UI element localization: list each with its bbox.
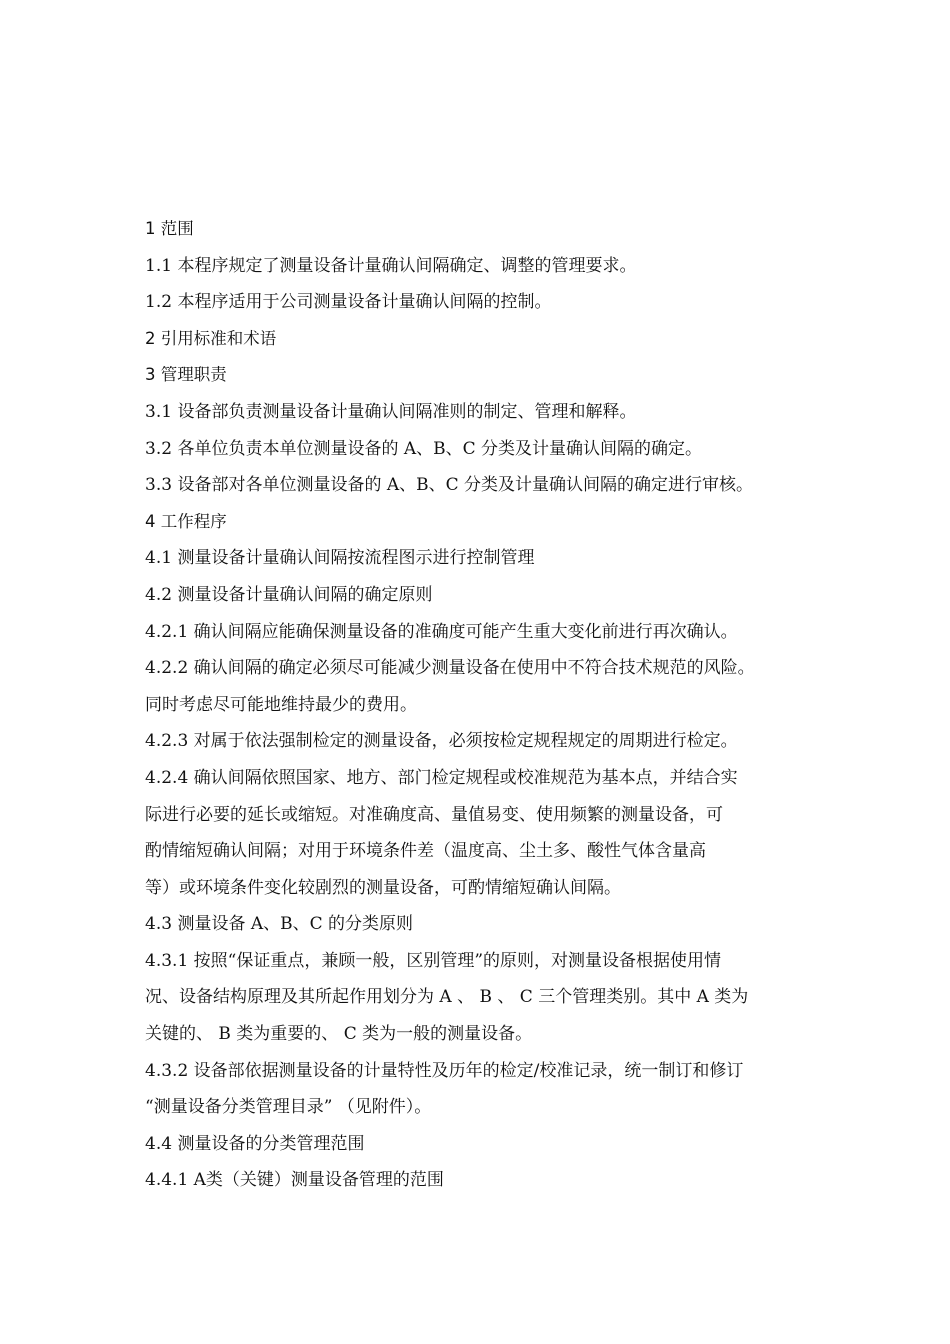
text-line: 4.3 测量设备 A、B、C 的分类原则 <box>145 914 414 935</box>
section-heading: 3 管理职责 <box>145 365 227 385</box>
text-line: 等）或环境条件变化较剧烈的测量设备，可酌情缩短确认间隔。 <box>145 877 621 898</box>
section-heading: 1 范围 <box>145 219 194 238</box>
text-line: 4.3.2 设备部依据测量设备的计量特性及历年的检定/校准记录，统一制订和修订 <box>145 1060 744 1081</box>
text-line: 4.4.1 A类（关键）测量设备管理的范围 <box>145 1170 444 1191</box>
text-line: 际进行必要的延长或缩短。对准确度高、量值易变、使用频繁的测量设备，可 <box>145 804 723 825</box>
section-heading: 4 工作程序 <box>145 511 227 531</box>
text-line: 4.2.1 确认间隔应能确保测量设备的准确度可能产生重大变化前进行再次确认。 <box>145 621 738 642</box>
document-body <box>145 211 825 1199</box>
text-line: 4.2 测量设备计量确认间隔的确定原则 <box>145 584 433 605</box>
text-line: 关键的、 B 类为重要的、 C 类为一般的测量设备。 <box>145 1024 533 1045</box>
text-line: 1.2 本程序适用于公司测量设备计量确认间隔的控制。 <box>145 292 552 313</box>
section-heading: 2 引用标准和术语 <box>145 328 277 348</box>
text-line: “测量设备分类管理目录” （见附件）。 <box>145 1097 432 1118</box>
text-line: 同时考虑尽可能地维持最少的费用。 <box>145 694 417 715</box>
text-line: 酌情缩短确认间隔；对用于环境条件差（温度高、尘土多、酸性气体含量高 <box>145 841 706 862</box>
text-line: 3.3 设备部对各单位测量设备的 A、B、C 分类及计量确认间隔的确定进行审核。 <box>145 475 754 496</box>
text-line: 4.2.4 确认间隔依照国家、地方、部门检定规程或校准规范为基本点，并结合实 <box>145 767 738 788</box>
text-line: 3.1 设备部负责测量设备计量确认间隔准则的制定、管理和解释。 <box>145 401 637 422</box>
text-line: 4.4 测量设备的分类管理范围 <box>145 1133 365 1154</box>
text-line: 4.3.1 按照“保证重点，兼顾一般，区别管理”的原则，对测量设备根据使用情 <box>145 950 722 971</box>
text-line: 3.2 各单位负责本单位测量设备的 A、B、C 分类及计量确认间隔的确定。 <box>145 438 703 459</box>
text-line: 4.1 测量设备计量确认间隔按流程图示进行控制管理 <box>145 548 535 569</box>
text-line: 4.2.3 对属于依法强制检定的测量设备，必须按检定规程规定的周期进行检定。 <box>145 731 738 752</box>
text-line: 1.1 本程序规定了测量设备计量确认间隔确定、调整的管理要求。 <box>145 255 637 276</box>
text-line: 况、设备结构原理及其所起作用划分为 A 、 B 、 C 三个管理类别。其中 A 类为 <box>145 987 749 1008</box>
text-line: 4.2.2 确认间隔的确定必须尽可能减少测量设备在使用中不符合技术规范的风险。 <box>145 658 755 679</box>
